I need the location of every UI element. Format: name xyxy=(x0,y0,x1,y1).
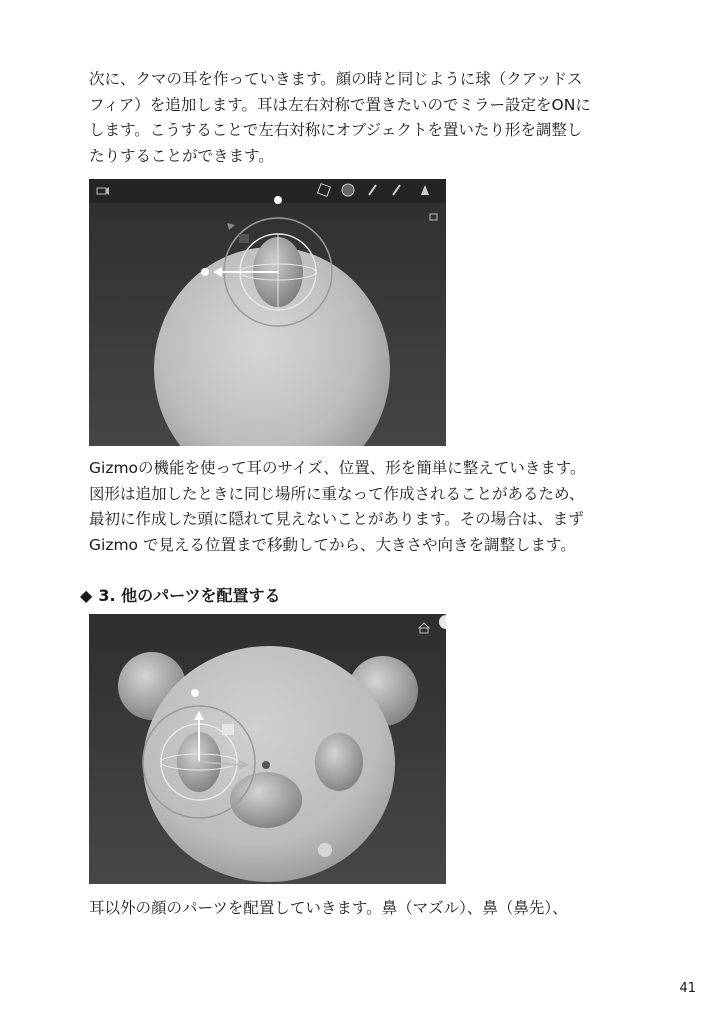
face-parts-paragraph xyxy=(89,896,649,922)
ear-gizmo-screenshot xyxy=(89,179,446,446)
text-line: フィア）を追加します。耳は左右対称で置きたいのでミラー設定をONに xyxy=(89,95,591,114)
text-line: します。こうすることで左右対称にオブジェクトを置いたり形を調整し xyxy=(89,121,583,139)
intro-paragraph xyxy=(89,67,649,169)
section-heading-text: 3. 他のパーツを配置する xyxy=(98,586,281,605)
text-line: たりすることができます。 xyxy=(89,146,274,165)
diamond-bullet-icon: ◆ xyxy=(80,586,93,605)
text-line: 次に、クマの耳を作っていきます。顔の時と同じように球（クアッドス xyxy=(89,70,583,88)
text-line: Gizmoの機能を使って耳のサイズ、位置、形を簡単に整えていきます。 xyxy=(89,459,586,477)
page-number: 41 xyxy=(679,981,696,996)
section-heading xyxy=(80,583,280,606)
face-parts-screenshot xyxy=(89,614,446,884)
gizmo-paragraph xyxy=(89,456,649,558)
text-line: 図形は追加したときに同じ場所に重なって作成されることがあるため、 xyxy=(89,484,585,503)
text-line: Gizmo で見える位置まで移動してから、大きさや向きを調整します。 xyxy=(89,535,576,554)
text-line: 最初に作成した頭に隠れて見えないことがあります。その場合は、まず xyxy=(89,510,584,528)
text-line: 耳以外の顔のパーツを配置していきます。鼻（マズル）、鼻（鼻先）、 xyxy=(89,899,568,917)
material-icon[interactable] xyxy=(342,184,354,196)
